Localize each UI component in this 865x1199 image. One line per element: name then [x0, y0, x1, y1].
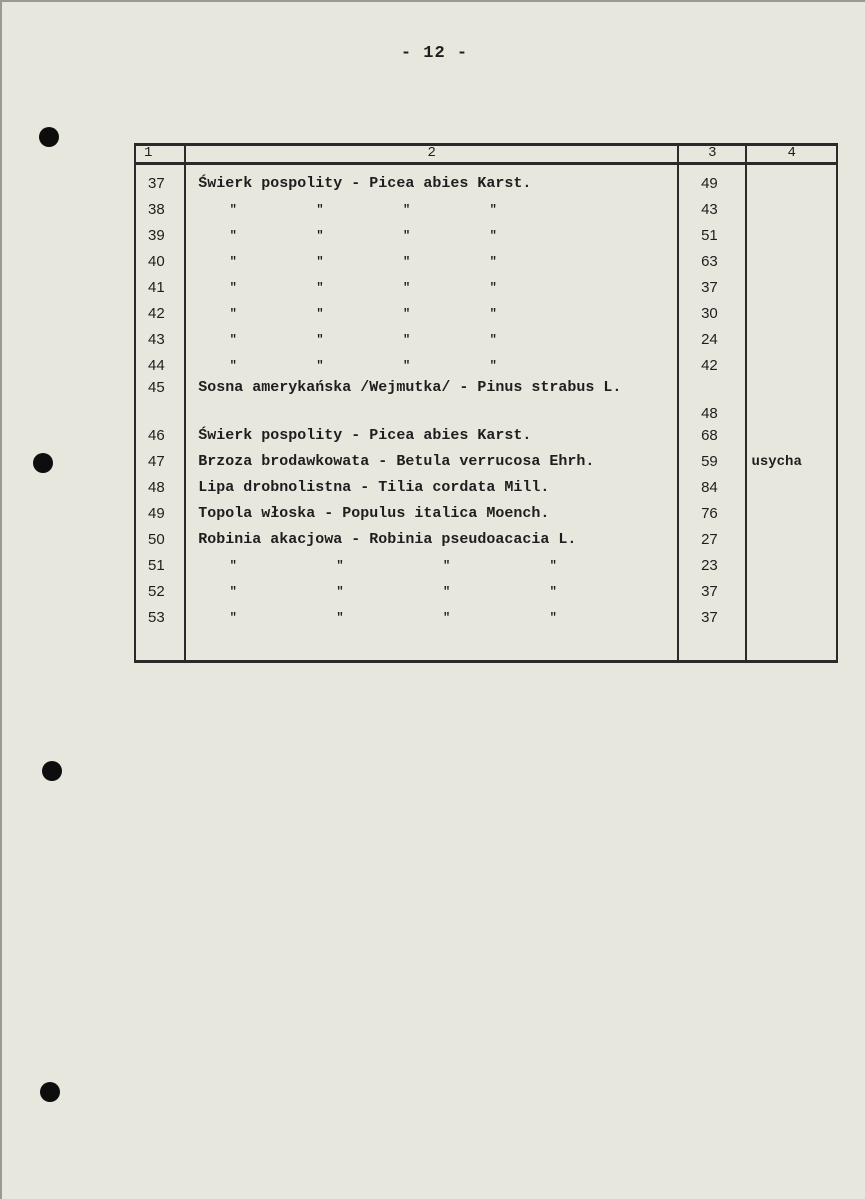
ditto-mark: " [336, 559, 344, 573]
ditto-mark: " [316, 281, 324, 295]
table-row [135, 423, 837, 449]
remark [746, 197, 837, 223]
ditto-mark: " [549, 611, 557, 625]
ditto-mark: " [229, 203, 237, 217]
measurement-value: 30 [678, 301, 746, 327]
table-row [135, 164, 837, 198]
species-name: Świerk pospolity - Picea abies Karst. [185, 164, 678, 198]
tree-inventory-table [134, 143, 838, 663]
species-name [185, 353, 678, 379]
ditto-marks [198, 275, 498, 301]
table-body [135, 164, 837, 662]
table-row [135, 223, 837, 249]
table-row [135, 605, 837, 631]
species-name [185, 553, 678, 579]
table-filler-row [135, 631, 837, 662]
remark [746, 605, 837, 631]
measurement-value: 49 [678, 164, 746, 198]
ditto-marks [198, 579, 558, 605]
ditto-marks [198, 223, 498, 249]
punch-hole-3 [42, 761, 62, 781]
ditto-mark: " [442, 611, 451, 625]
species-name [185, 249, 678, 275]
row-number: 53 [135, 605, 185, 631]
species-name [185, 223, 678, 249]
ditto-mark: " [489, 359, 497, 373]
ditto-mark: " [489, 333, 497, 347]
table-row [135, 501, 837, 527]
row-number: 51 [135, 553, 185, 579]
measurement-value: 37 [678, 579, 746, 605]
row-number: 39 [135, 223, 185, 249]
ditto-mark: " [229, 359, 237, 373]
ditto-mark: " [316, 359, 324, 373]
ditto-mark: " [402, 281, 411, 295]
measurement-value: 51 [678, 223, 746, 249]
ditto-mark: " [316, 307, 324, 321]
species-name: Świerk pospolity - Picea abies Karst. [185, 423, 678, 449]
ditto-marks [198, 249, 498, 275]
ditto-marks [198, 553, 558, 579]
ditto-mark: " [402, 229, 411, 243]
ditto-mark: " [229, 611, 237, 625]
ditto-mark: " [402, 255, 411, 269]
remark [746, 249, 837, 275]
remark [746, 527, 837, 553]
ditto-mark: " [229, 585, 237, 599]
row-number: 42 [135, 301, 185, 327]
measurement-value: 48 [678, 379, 746, 423]
ditto-mark: " [402, 359, 411, 373]
table-row [135, 301, 837, 327]
table-row [135, 197, 837, 223]
row-number: 50 [135, 527, 185, 553]
ditto-mark: " [316, 333, 324, 347]
table-row [135, 553, 837, 579]
remark [746, 579, 837, 605]
ditto-mark: " [229, 333, 237, 347]
row-number: 37 [135, 164, 185, 198]
ditto-mark: " [442, 559, 451, 573]
species-name: Lipa drobnolistna - Tilia cordata Mill. [185, 475, 678, 501]
ditto-mark: " [489, 281, 497, 295]
empty-cell [746, 631, 837, 662]
ditto-marks [198, 605, 558, 631]
ditto-mark: " [316, 229, 324, 243]
remark [746, 164, 837, 198]
species-name: Robinia akacjowa - Robinia pseudoacacia L. [185, 527, 678, 553]
page-number: - 12 - [400, 44, 469, 63]
remark [746, 379, 837, 423]
ditto-mark: " [229, 255, 237, 269]
species-name [185, 301, 678, 327]
species-name [185, 605, 678, 631]
species-name: Topola włoska - Populus italica Moench. [185, 501, 678, 527]
species-name [185, 275, 678, 301]
row-number: 40 [135, 249, 185, 275]
row-number: 47 [135, 449, 185, 475]
species-name [185, 579, 678, 605]
table-row [135, 327, 837, 353]
ditto-mark: " [316, 203, 324, 217]
column-header-3: 3 [678, 145, 746, 164]
remark [746, 423, 837, 449]
ditto-mark: " [336, 585, 344, 599]
row-number: 44 [135, 353, 185, 379]
ditto-mark: " [489, 307, 497, 321]
ditto-mark: " [229, 281, 237, 295]
row-number: 41 [135, 275, 185, 301]
remark [746, 353, 837, 379]
remark [746, 475, 837, 501]
ditto-marks [198, 327, 498, 353]
ditto-marks [198, 353, 498, 379]
ditto-mark: " [549, 585, 557, 599]
punch-hole-1 [39, 127, 59, 147]
column-header-1: 1 [135, 145, 185, 164]
punch-hole-4 [40, 1082, 60, 1102]
measurement-value: 59 [678, 449, 746, 475]
remark [746, 327, 837, 353]
ditto-mark: " [402, 333, 411, 347]
table-row [135, 379, 837, 423]
empty-cell [135, 631, 185, 662]
remark [746, 275, 837, 301]
row-number: 45 [135, 379, 185, 423]
table-row [135, 449, 837, 475]
ditto-mark: " [402, 307, 411, 321]
ditto-marks [198, 301, 498, 327]
remark: usycha [746, 449, 837, 475]
ditto-mark: " [229, 559, 237, 573]
remark [746, 553, 837, 579]
species-name: Brzoza brodawkowata - Betula verrucosa Ehrh. [185, 449, 678, 475]
measurement-value: 24 [678, 327, 746, 353]
ditto-mark: " [442, 585, 451, 599]
ditto-mark: " [316, 255, 324, 269]
measurement-value: 37 [678, 275, 746, 301]
row-number: 43 [135, 327, 185, 353]
row-number: 52 [135, 579, 185, 605]
measurement-value: 23 [678, 553, 746, 579]
table-row [135, 353, 837, 379]
column-header-2: 2 [185, 145, 678, 164]
measurement-value: 27 [678, 527, 746, 553]
row-number: 49 [135, 501, 185, 527]
species-name [185, 327, 678, 353]
ditto-marks [198, 197, 498, 223]
measurement-value: 43 [678, 197, 746, 223]
punch-hole-2 [33, 453, 53, 473]
empty-cell [185, 631, 678, 662]
column-header-4: 4 [746, 145, 837, 164]
ditto-mark: " [489, 255, 497, 269]
table-row [135, 579, 837, 605]
empty-cell [678, 631, 746, 662]
species-name [185, 197, 678, 223]
ditto-mark: " [402, 203, 411, 217]
measurement-value: 42 [678, 353, 746, 379]
ditto-mark: " [336, 611, 344, 625]
ditto-mark: " [489, 203, 497, 217]
ditto-mark: " [229, 307, 237, 321]
table-row [135, 275, 837, 301]
remark [746, 501, 837, 527]
measurement-value: 37 [678, 605, 746, 631]
measurement-value: 76 [678, 501, 746, 527]
row-number: 46 [135, 423, 185, 449]
measurement-value: 84 [678, 475, 746, 501]
table-row [135, 527, 837, 553]
ditto-mark: " [489, 229, 497, 243]
table-row [135, 249, 837, 275]
ditto-mark: " [549, 559, 557, 573]
remark [746, 223, 837, 249]
table-header-row [135, 145, 837, 164]
ditto-mark: " [229, 229, 237, 243]
table-row [135, 475, 837, 501]
row-number: 38 [135, 197, 185, 223]
species-name: Sosna amerykańska /Wejmutka/ - Pinus strabus L. [185, 379, 678, 423]
measurement-value: 63 [678, 249, 746, 275]
row-number: 48 [135, 475, 185, 501]
remark [746, 301, 837, 327]
measurement-value: 68 [678, 423, 746, 449]
